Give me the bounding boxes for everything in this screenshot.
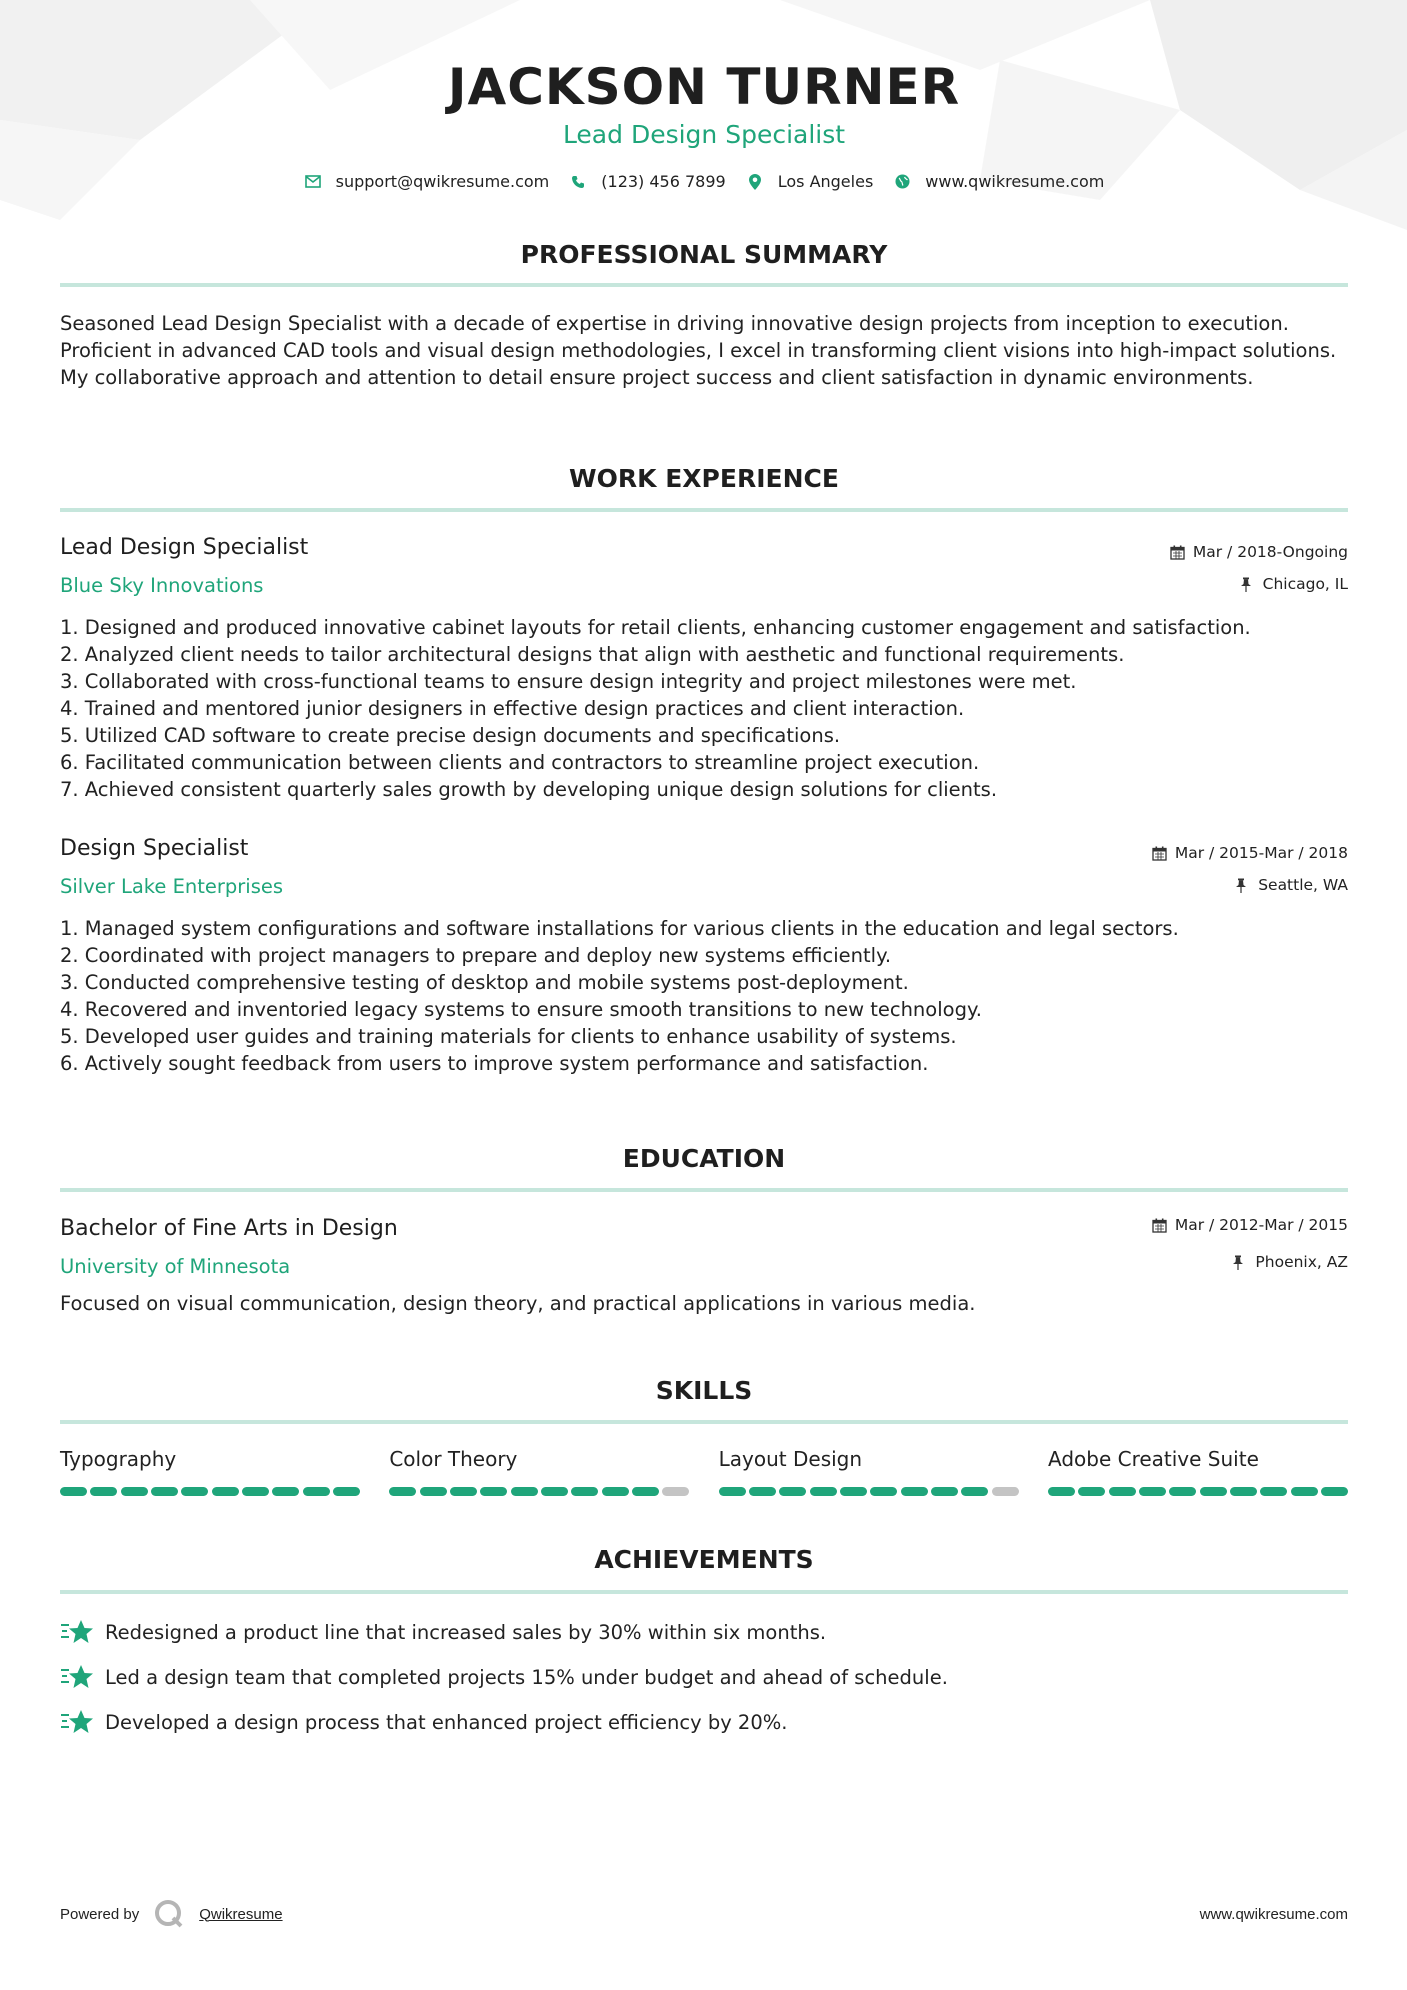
skill-segment-filled: [333, 1487, 360, 1496]
candidate-name: JACKSON TURNER: [447, 58, 961, 116]
skill-segment-empty: [662, 1487, 689, 1496]
achievements-divider: [60, 1590, 1348, 1594]
education-dates: [1152, 1216, 1348, 1234]
achievement-item: [60, 1617, 1348, 1647]
list-item: 6. Actively sought feedback from users to improve system performance and satisfaction.: [60, 1052, 929, 1075]
summary-heading: PROFESSIONAL SUMMARY: [520, 240, 888, 269]
skill-segment-filled: [1139, 1487, 1166, 1496]
achievement-item: [60, 1662, 1348, 1692]
map-pin-icon: [746, 173, 764, 191]
education-divider: [60, 1188, 1348, 1192]
education-location-text: Phoenix, AZ: [1255, 1253, 1348, 1271]
pushpin-icon: [1235, 878, 1250, 893]
star-icon: [60, 1707, 94, 1737]
contact-website[interactable]: [893, 172, 1104, 191]
skill-segment-filled: [779, 1487, 806, 1496]
list-item: 6. Facilitated communication between clients and contractors to streamline project execution.: [60, 751, 980, 774]
skill-segment-filled: [303, 1487, 330, 1496]
skills-heading: SKILLS: [655, 1376, 753, 1405]
contact-email-text: support@qwikresume.com: [335, 172, 550, 191]
footer-powered-by: [60, 1898, 283, 1930]
contact-location: [746, 172, 874, 191]
job-dates-text: Mar / 2018-Ongoing: [1192, 543, 1348, 561]
education-school: University of Minnesota: [60, 1255, 291, 1278]
skill-level-bar: [719, 1487, 1019, 1496]
list-item: 1. Designed and produced innovative cabinet layouts for retail clients, enhancing customer engagement and satisfaction.: [60, 616, 1251, 639]
globe-icon: [893, 173, 911, 191]
job-responsibilities: [60, 915, 1348, 1077]
job-company: Silver Lake Enterprises: [60, 875, 284, 898]
job-location-text: Seattle, WA: [1258, 876, 1348, 894]
skill-segment-filled: [632, 1487, 659, 1496]
skills-divider: [60, 1420, 1348, 1424]
calendar-icon: [1152, 846, 1167, 861]
skill-segment-filled: [541, 1487, 568, 1496]
skill-segment-filled: [212, 1487, 239, 1496]
list-item: 3. Collaborated with cross-functional teams to ensure design integrity and project milestones were met.: [60, 670, 1077, 693]
skill-segment-filled: [870, 1487, 897, 1496]
skill-segment-filled: [901, 1487, 928, 1496]
list-item: 4. Trained and mentored junior designers in effective design practices and client interaction.: [60, 697, 965, 720]
candidate-title: Lead Design Specialist: [562, 120, 846, 149]
skill-name: Adobe Creative Suite: [1047, 1447, 1259, 1471]
skill-segment-filled: [961, 1487, 988, 1496]
job-title: Design Specialist: [60, 836, 249, 861]
skill-segment-filled: [181, 1487, 208, 1496]
skill-segment-filled: [420, 1487, 447, 1496]
summary-text: Seasoned Lead Design Specialist with a decade of expertise in driving innovative design projects from inception to execution. Proficient in advanced CAD tools and visual design methodologies, I excel in transforming client visions into high-impact solutions. My collaborative approach and attention to detail ensure project success and client satisfaction in dynamic environments.: [60, 312, 1337, 389]
skill-segment-filled: [749, 1487, 776, 1496]
footer-url[interactable]: www.qwikresume.com: [1199, 1906, 1348, 1923]
list-item: 2. Analyzed client needs to tailor architectural designs that align with aesthetic and functional requirements.: [60, 643, 1125, 666]
skill-segment-filled: [242, 1487, 269, 1496]
skill-name: Color Theory: [389, 1447, 518, 1471]
powered-by-label: Powered by: [60, 1905, 140, 1923]
skill-segment-filled: [1321, 1487, 1348, 1496]
contact-location-text: Los Angeles: [777, 172, 874, 191]
phone-icon: [569, 173, 587, 191]
skill-segment-filled: [1260, 1487, 1287, 1496]
star-icon: [60, 1617, 94, 1647]
education-degree: Bachelor of Fine Arts in Design: [60, 1216, 398, 1241]
skill-segment-filled: [151, 1487, 178, 1496]
skill-segment-filled: [1109, 1487, 1136, 1496]
skill-segment-filled: [1200, 1487, 1227, 1496]
calendar-icon: [1152, 1218, 1167, 1233]
job-location-text: Chicago, IL: [1262, 575, 1348, 593]
skill-segment-filled: [480, 1487, 507, 1496]
skill-level-bar: [60, 1487, 360, 1496]
experience-heading: WORK EXPERIENCE: [569, 464, 839, 493]
skill-segment-filled: [931, 1487, 958, 1496]
skill-segment-filled: [450, 1487, 477, 1496]
skill-segment-filled: [90, 1487, 117, 1496]
skill-segment-filled: [511, 1487, 538, 1496]
skill-segment-filled: [1048, 1487, 1075, 1496]
pushpin-icon: [1240, 577, 1255, 592]
skill-segment-filled: [1291, 1487, 1318, 1496]
skill-segment-filled: [810, 1487, 837, 1496]
list-item: 4. Recovered and inventoried legacy systems to ensure smooth transitions to new technology.: [60, 998, 982, 1021]
skill-name: Typography: [60, 1447, 177, 1471]
achievement-text: Redesigned a product line that increased sales by 30% within six months.: [105, 1620, 827, 1644]
skill-segment-filled: [719, 1487, 746, 1496]
skill-segment-filled: [602, 1487, 629, 1496]
list-item: 7. Achieved consistent quarterly sales growth by developing unique design solutions for clients.: [60, 778, 998, 801]
job-location: [1235, 876, 1348, 894]
skill-segment-filled: [1078, 1487, 1105, 1496]
list-item: 1. Managed system configurations and software installations for various clients in the education and legal sectors.: [60, 917, 1179, 940]
achievement-item: [60, 1707, 1348, 1737]
skill-segment-filled: [1169, 1487, 1196, 1496]
skill-segment-filled: [60, 1487, 87, 1496]
skill-segment-filled: [121, 1487, 148, 1496]
contact-phone-text: (123) 456 7899: [601, 172, 726, 191]
list-item: 5. Developed user guides and training materials for clients to enhance usability of systems.: [60, 1025, 957, 1048]
qwikresume-link[interactable]: Qwikresume: [199, 1905, 283, 1923]
achievements-heading: ACHIEVEMENTS: [594, 1545, 814, 1574]
contact-bar: [60, 172, 1348, 191]
achievement-text: Developed a design process that enhanced project efficiency by 20%.: [105, 1710, 788, 1734]
skill-name: Layout Design: [718, 1447, 863, 1471]
skill-segment-filled: [571, 1487, 598, 1496]
job-location: [1240, 575, 1348, 593]
skill-item: [1048, 1447, 1348, 1496]
summary-divider: [60, 283, 1348, 287]
qwikresume-logo-icon: [153, 1898, 185, 1930]
experience-divider: [60, 508, 1348, 512]
calendar-icon: [1170, 545, 1185, 560]
contact-email[interactable]: [304, 172, 550, 191]
skill-segment-filled: [272, 1487, 299, 1496]
education-heading: EDUCATION: [622, 1144, 786, 1173]
skill-segment-filled: [1230, 1487, 1257, 1496]
skill-item: [389, 1447, 689, 1496]
envelope-icon: [304, 173, 322, 191]
contact-phone[interactable]: [569, 172, 725, 191]
contact-website-text: www.qwikresume.com: [925, 172, 1105, 191]
achievement-text: Led a design team that completed projects 15% under budget and ahead of schedule.: [105, 1665, 948, 1689]
education-location: [1232, 1253, 1348, 1271]
pushpin-icon: [1232, 1255, 1247, 1270]
job-dates-text: Mar / 2015-Mar / 2018: [1174, 844, 1348, 862]
education-dates-text: Mar / 2012-Mar / 2015: [1174, 1216, 1348, 1234]
education-description: Focused on visual communication, design theory, and practical applications in various media.: [60, 1292, 976, 1315]
job-responsibilities: [60, 614, 1348, 803]
skill-item: [60, 1447, 360, 1496]
star-icon: [60, 1662, 94, 1692]
skill-level-bar: [389, 1487, 689, 1496]
skill-segment-empty: [992, 1487, 1019, 1496]
skills-grid: [60, 1447, 1348, 1496]
list-item: 3. Conducted comprehensive testing of desktop and mobile systems post-deployment.: [60, 971, 909, 994]
skill-level-bar: [1048, 1487, 1348, 1496]
job-dates: [1152, 844, 1348, 862]
skill-item: [719, 1447, 1019, 1496]
list-item: 5. Utilized CAD software to create precise design documents and specifications.: [60, 724, 841, 747]
list-item: 2. Coordinated with project managers to prepare and deploy new systems efficiently.: [60, 944, 892, 967]
skill-segment-filled: [389, 1487, 416, 1496]
skill-segment-filled: [840, 1487, 867, 1496]
job-dates: [1170, 543, 1348, 561]
job-company: Blue Sky Innovations: [60, 574, 264, 597]
job-title: Lead Design Specialist: [60, 535, 309, 560]
